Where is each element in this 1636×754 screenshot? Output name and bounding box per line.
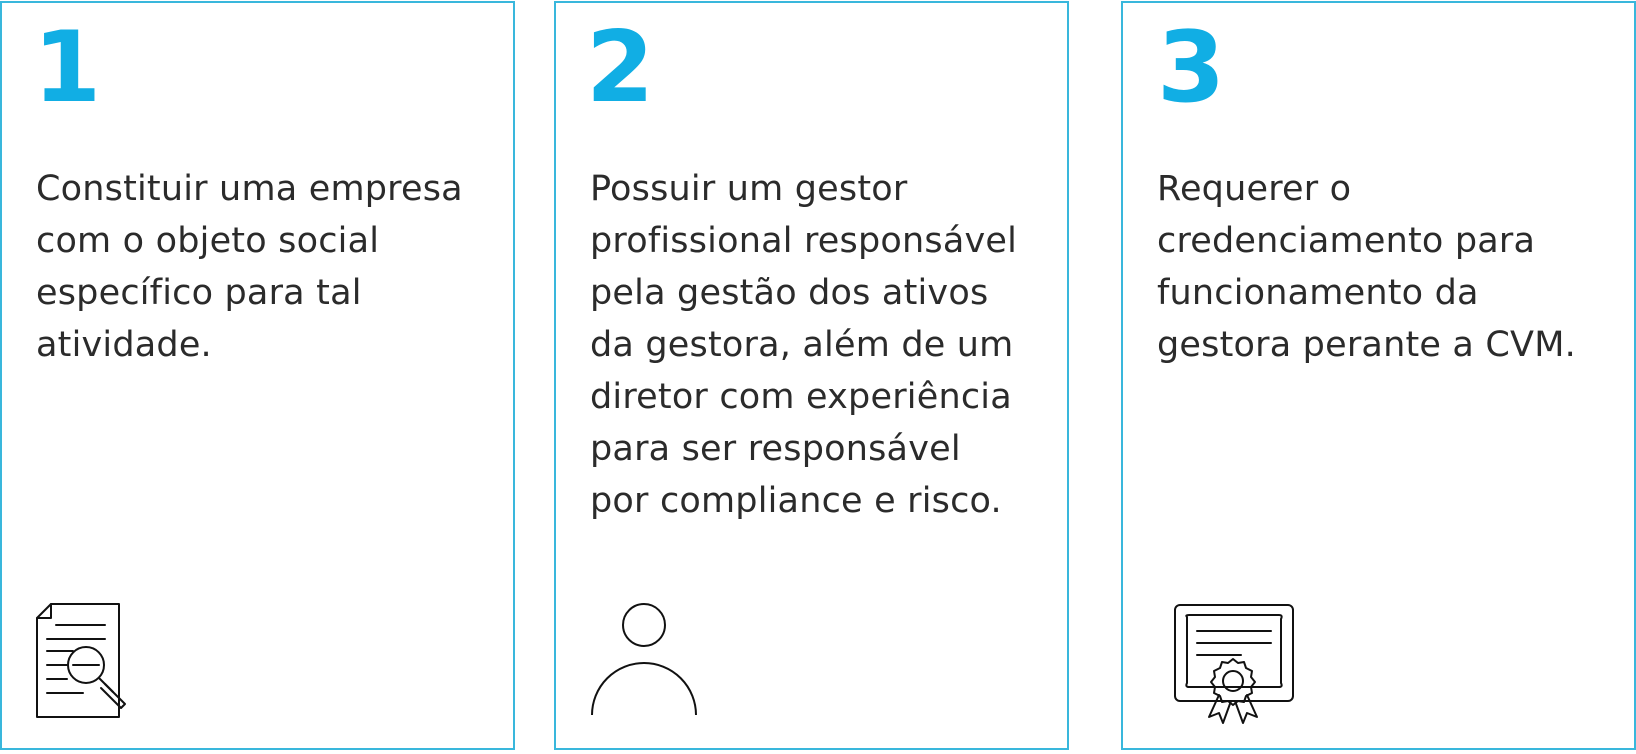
- document-search-icon: [35, 603, 135, 727]
- step-description: [1157, 163, 1627, 371]
- step-number: 2: [586, 11, 655, 125]
- description-line: atividade.: [36, 325, 212, 365]
- description-line: para ser responsável: [590, 429, 961, 469]
- step-card-2: [554, 1, 1069, 750]
- description-line: Constituir uma empresa: [36, 169, 463, 209]
- step-card-3: [1121, 1, 1636, 750]
- description-line: gestora perante a CVM.: [1157, 325, 1576, 365]
- description-line: pela gestão dos ativos: [590, 273, 989, 313]
- description-line: credenciamento para: [1157, 221, 1536, 261]
- step-description: [590, 163, 1060, 527]
- person-icon: [590, 603, 700, 722]
- description-line: Requerer o: [1157, 169, 1352, 209]
- description-line: específico para tal: [36, 273, 362, 313]
- description-line: profissional responsável: [590, 221, 1018, 261]
- description-line: diretor com experiência: [590, 377, 1012, 417]
- description-line: Possuir um gestor: [590, 169, 908, 209]
- description-line: com o objeto social: [36, 221, 380, 261]
- step-number: 1: [33, 11, 102, 125]
- description-line: por compliance e risco.: [590, 481, 1002, 521]
- step-description: [36, 163, 506, 371]
- certificate-icon: [1173, 603, 1297, 729]
- description-line: da gestora, além de um: [590, 325, 1014, 365]
- step-number: 3: [1157, 11, 1226, 125]
- description-line: funcionamento da: [1157, 273, 1479, 313]
- step-card-1: [0, 1, 515, 750]
